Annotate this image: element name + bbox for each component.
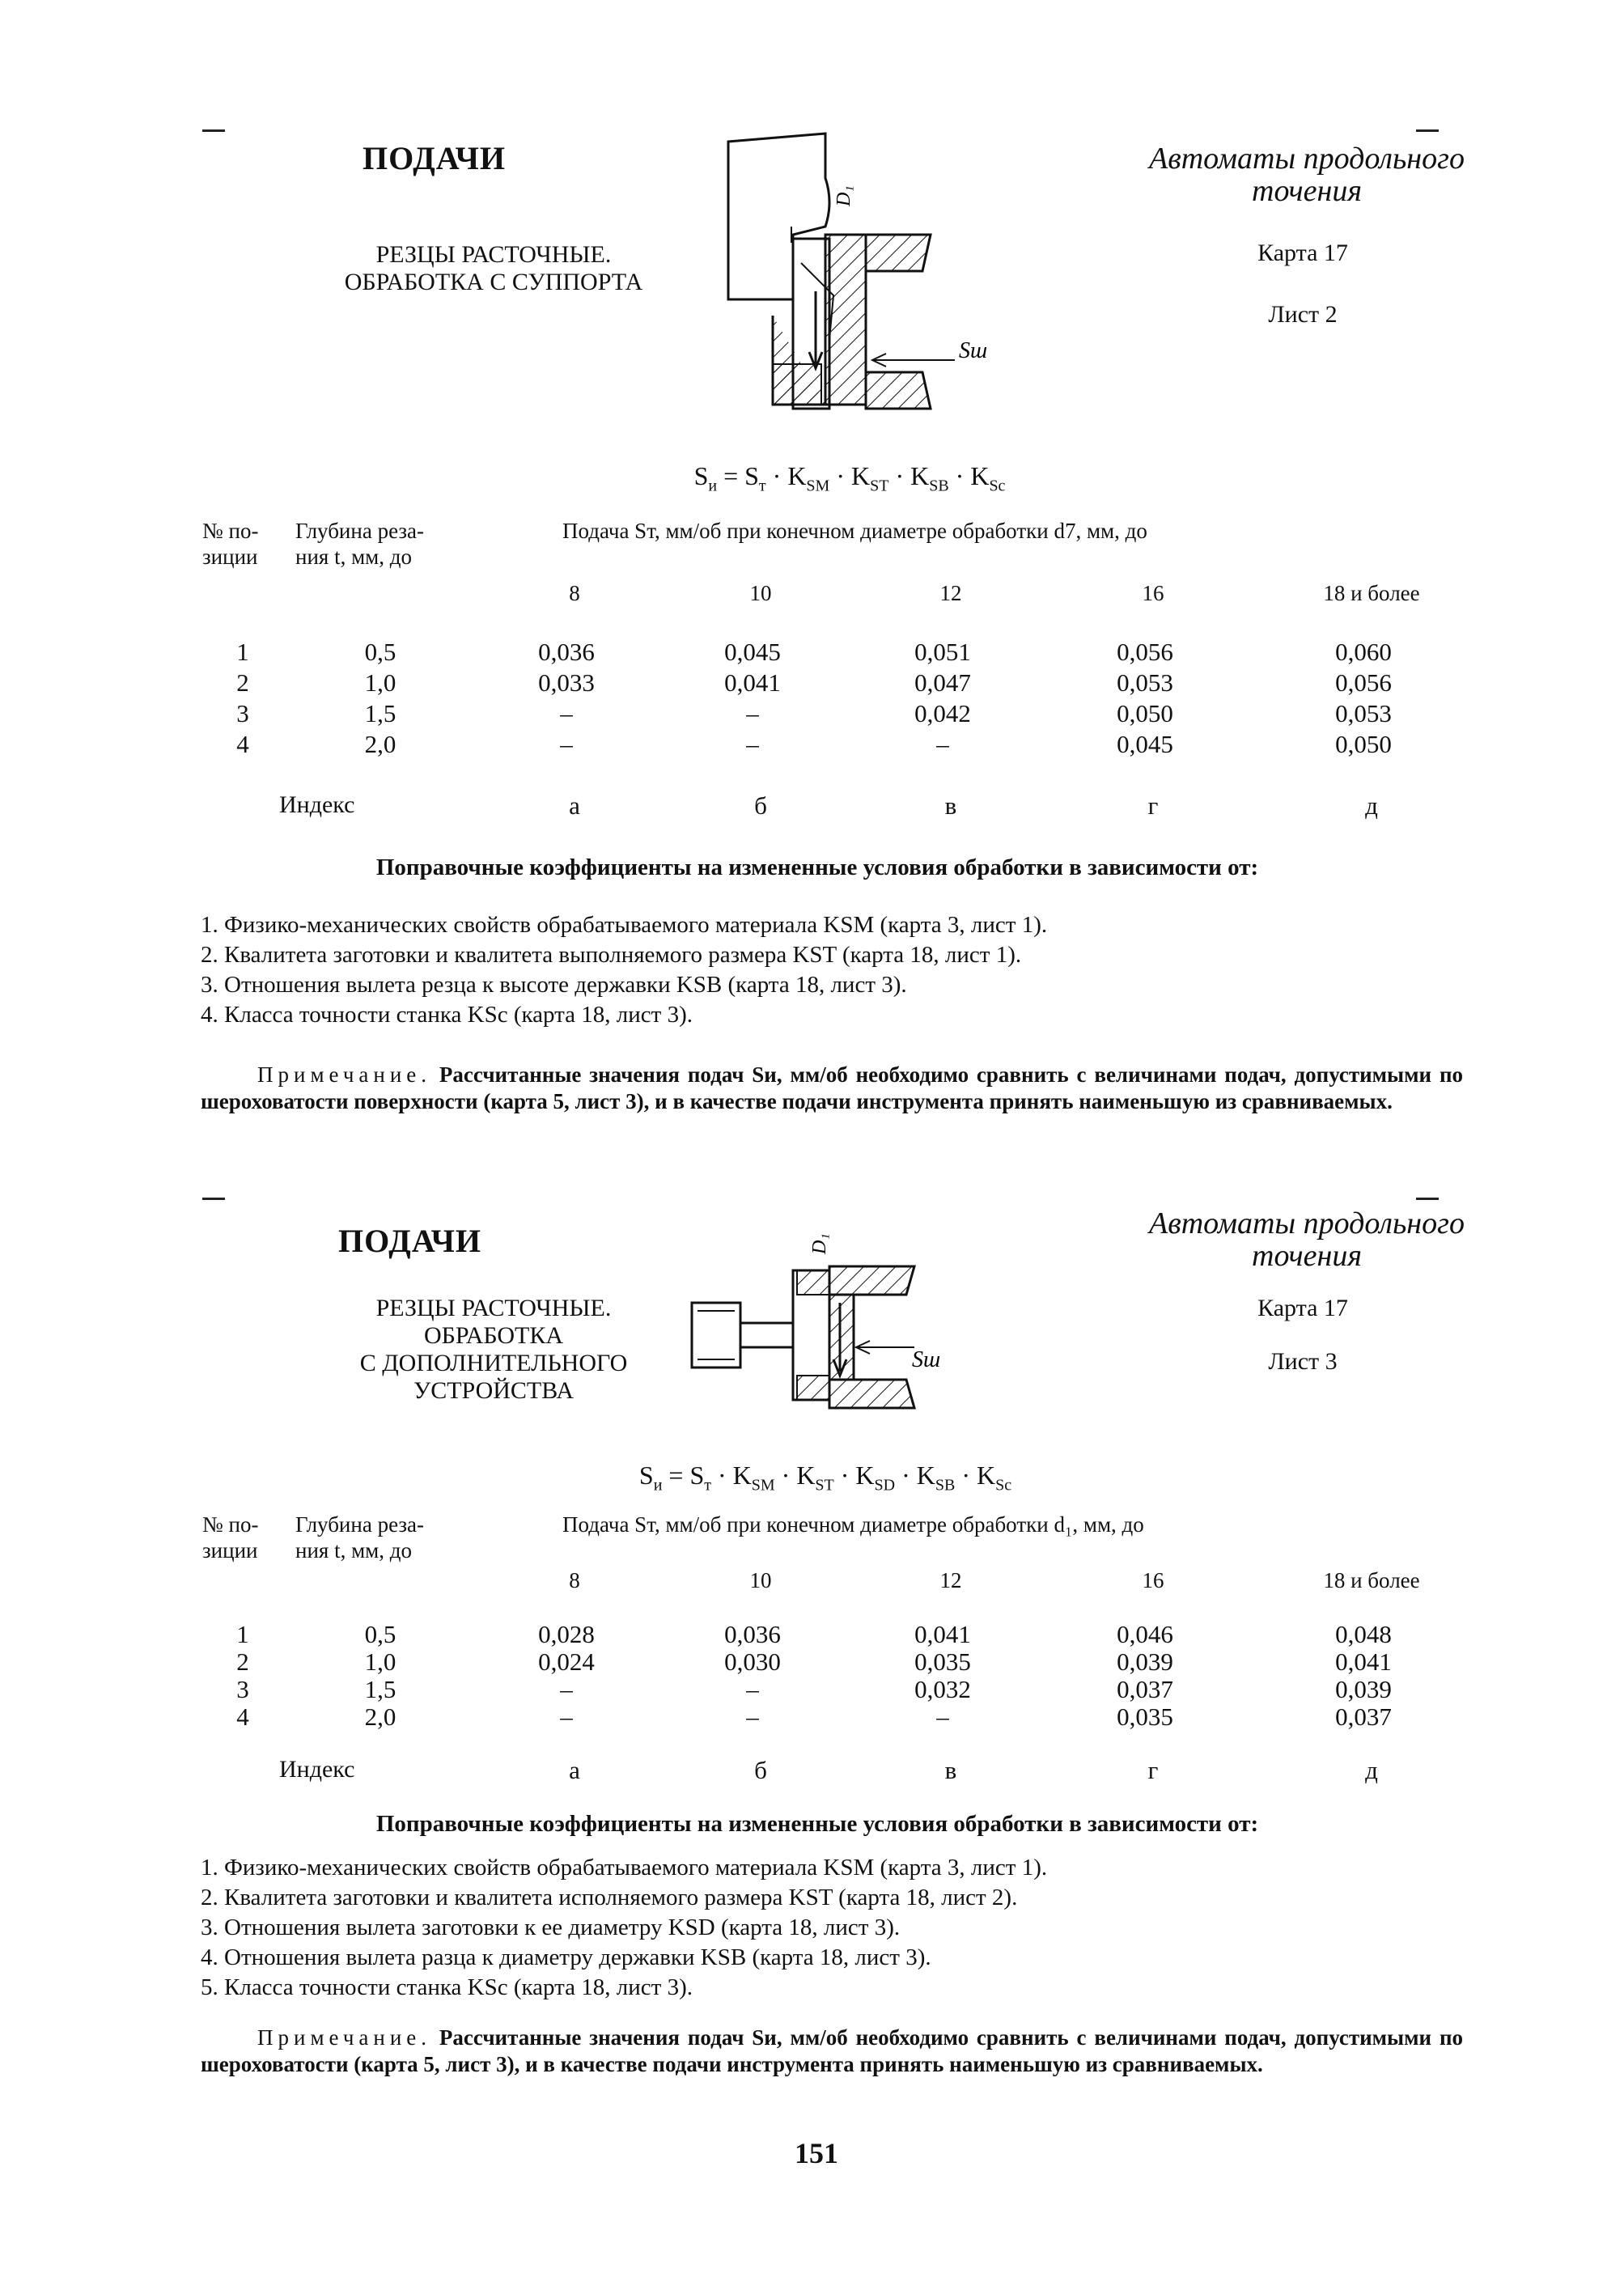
index-value: а xyxy=(569,791,580,820)
diameter-header: 12 xyxy=(939,581,962,605)
diameter-header: 10 xyxy=(749,581,772,605)
page-number: 151 xyxy=(795,2137,838,2169)
machine-type: Автоматы продольного точения xyxy=(1149,1206,1465,1273)
position-cell: 2 xyxy=(236,668,249,697)
card-number: Карта 17 xyxy=(1257,240,1348,266)
feed-cell: – xyxy=(560,730,573,758)
depth-cell: 2,0 xyxy=(364,1702,396,1731)
feed-cell: 0,056 xyxy=(1117,638,1173,666)
feed-label: Sш xyxy=(959,338,988,363)
diameter-header: 16 xyxy=(1142,581,1164,605)
feed-cell: 0,041 xyxy=(914,1620,971,1648)
feed-cell: 0,037 xyxy=(1335,1702,1392,1731)
depth-cell: 1,0 xyxy=(364,1647,396,1676)
diameter-header: 12 xyxy=(939,1568,962,1592)
index-label: Индекс xyxy=(279,1756,355,1783)
corner-mark xyxy=(1416,129,1439,132)
feed-cell: 0,037 xyxy=(1117,1675,1173,1703)
index-value: б xyxy=(754,791,767,820)
corner-mark xyxy=(202,1198,225,1200)
corner-mark xyxy=(202,129,225,132)
corrections-title: Поправочные коэффициенты на измененные условия обработки в зависимости от: xyxy=(375,854,1259,880)
feed-cell: 0,050 xyxy=(1117,699,1173,727)
correction-item: 4. Отношения вылета разца к диаметру державки KSB (карта 18, лист 3). xyxy=(201,1944,931,1970)
col-feed-header: Подача Sт, мм/об при конечном диаметре обработки d₁, мм, до xyxy=(562,1512,1144,1537)
feed-cell: – xyxy=(560,699,573,727)
feed-cell: 0,035 xyxy=(1117,1702,1173,1731)
feed-cell: – xyxy=(936,730,949,758)
index-value: в xyxy=(944,1756,957,1784)
section-subtitle: РЕЗЦЫ РАСТОЧНЫЕ. ОБРАБОТКА С ДОПОЛНИТЕЛЬНОГО УСТРОЙСТВА xyxy=(359,1295,628,1404)
depth-cell: 1,0 xyxy=(364,668,396,697)
feed-cell: 0,053 xyxy=(1117,668,1173,697)
index-value: д xyxy=(1365,1756,1378,1784)
corrections-list xyxy=(201,1853,1047,2003)
depth-cell: 2,0 xyxy=(364,730,396,758)
col-position-header: № по- зиции xyxy=(202,1512,259,1563)
feed-cell: 0,035 xyxy=(914,1647,971,1676)
correction-item: 2. Квалитета заготовки и квалитета выполняемого размера KST (карта 18, лист 1). xyxy=(201,942,1022,968)
feed-cell: 0,045 xyxy=(724,638,781,666)
feed-cell: 0,047 xyxy=(914,668,971,697)
index-value: д xyxy=(1365,791,1378,820)
diameter-header: 16 xyxy=(1142,1568,1164,1592)
feed-label: Sш xyxy=(912,1347,941,1372)
index-value: г xyxy=(1147,1756,1159,1784)
diameter-header: 18 и более xyxy=(1323,1568,1420,1592)
feed-cell: 0,032 xyxy=(914,1675,971,1703)
feed-cell: 0,060 xyxy=(1335,638,1392,666)
correction-item: 3. Отношения вылета заготовки к ее диаметру KSD (карта 18, лист 3). xyxy=(201,1914,901,1940)
machine-type: Автоматы продольного точения xyxy=(1149,142,1465,208)
formula: $S_и = S_т \cdot K_{SM} \cdot K_{ST} \cdot K_{SB} \cdot K_{Sc}$ xyxy=(693,461,1006,495)
feed-cell: 0,039 xyxy=(1117,1647,1173,1676)
corrections-list xyxy=(201,910,1047,1030)
index-label: Индекс xyxy=(279,791,355,818)
correction-item: 1. Физико-механических свойств обрабатываемого материала KSM (карта 3, лист 1). xyxy=(201,912,1048,938)
correction-item: 2. Квалитета заготовки и квалитета исполняемого размера KST (карта 18, лист 2). xyxy=(201,1885,1018,1910)
section-title: ПОДАЧИ xyxy=(363,140,507,176)
col-depth-header: Глубина реза- ния t, мм, до xyxy=(295,1512,425,1563)
depth-cell: 0,5 xyxy=(364,1620,396,1648)
index-value: в xyxy=(944,791,957,820)
note-lead: Примечание. xyxy=(257,1062,432,1087)
diameter-label: D₁ xyxy=(833,185,854,206)
feed-cell: – xyxy=(746,1702,759,1731)
feed-cell: 0,053 xyxy=(1335,699,1392,727)
auxiliary-tool-diagram xyxy=(680,1210,955,1452)
correction-item: 3. Отношения вылета резца к высоте державки KSB (карта 18, лист 3). xyxy=(201,972,907,998)
position-cell: 3 xyxy=(236,699,249,727)
note-text: Рассчитанные значения подач Sи, мм/об необходимо сравнить с величинами подач, допустимыми по шероховатости поверхности (карта 5, лист 3), и в качестве подачи инструмента принять наименьшую из сравниваемых. xyxy=(201,1062,1463,1113)
sheet-number: Лист 2 xyxy=(1268,301,1338,328)
col-feed-header: Подача Sт, мм/об при конечном диаметре обработки d7, мм, до xyxy=(562,519,1147,543)
feed-cell: 0,051 xyxy=(914,638,971,666)
correction-item: 5. Класса точности станка KSc (карта 18, лист 3). xyxy=(201,1974,693,2000)
col-position-header: № по- зиции xyxy=(202,519,259,569)
feed-cell: – xyxy=(936,1702,949,1731)
feed-cell: 0,046 xyxy=(1117,1620,1173,1648)
formula: $S_и = S_т \cdot K_{SM} \cdot K_{ST} \cdot K_{SD} \cdot K_{SB} \cdot K_{Sc}$ xyxy=(638,1461,1012,1495)
feed-cell: 0,056 xyxy=(1335,668,1392,697)
section-title: ПОДАЧИ xyxy=(338,1223,482,1259)
correction-item: 1. Физико-механических свойств обрабатываемого материала KSM (карта 3, лист 1). xyxy=(201,1855,1048,1881)
depth-cell: 0,5 xyxy=(364,638,396,666)
position-cell: 3 xyxy=(236,1675,249,1703)
card-number: Карта 17 xyxy=(1257,1295,1348,1321)
feed-cell: – xyxy=(746,730,759,758)
depth-cell: 1,5 xyxy=(364,1675,396,1703)
feed-cell: 0,041 xyxy=(1335,1647,1392,1676)
position-cell: 1 xyxy=(236,1620,249,1648)
position-cell: 4 xyxy=(236,730,249,758)
diameter-header: 18 и более xyxy=(1323,581,1420,605)
feed-cell: – xyxy=(746,699,759,727)
index-value: г xyxy=(1147,791,1159,820)
position-cell: 4 xyxy=(236,1702,249,1731)
feed-cell: 0,042 xyxy=(914,699,971,727)
boring-tool-diagram xyxy=(712,129,1003,421)
feed-cell: – xyxy=(746,1675,759,1703)
feed-cell: 0,024 xyxy=(538,1647,595,1676)
feed-cell: 0,030 xyxy=(724,1647,781,1676)
note xyxy=(201,1062,1463,1115)
feed-cell: 0,048 xyxy=(1335,1620,1392,1648)
feed-cell: 0,028 xyxy=(538,1620,595,1648)
feed-cell: 0,036 xyxy=(724,1620,781,1648)
diameter-header: 8 xyxy=(569,1568,580,1592)
feed-cell: 0,050 xyxy=(1335,730,1392,758)
index-value: а xyxy=(569,1756,580,1784)
position-cell: 1 xyxy=(236,638,249,666)
feed-cell: 0,045 xyxy=(1117,730,1173,758)
note-lead: Примечание. xyxy=(257,2025,432,2050)
index-value: б xyxy=(754,1756,767,1784)
sheet-number: Лист 3 xyxy=(1268,1348,1338,1375)
correction-item: 4. Класса точности станка KSc (карта 18, лист 3). xyxy=(201,1002,693,1028)
section-subtitle: РЕЗЦЫ РАСТОЧНЫЕ. ОБРАБОТКА С СУППОРТА xyxy=(344,241,643,295)
note-text: Рассчитанные значения подач Sи, мм/об необходимо сравнить с величинами подач, допустимыми по шероховатости (карта 5, лист 3), и в качестве подачи инструмента принять наименьшую из сравниваемых. xyxy=(201,2025,1463,2076)
corrections-title: Поправочные коэффициенты на измененные условия обработки в зависимости от: xyxy=(375,1811,1259,1837)
feed-cell: 0,039 xyxy=(1335,1675,1392,1703)
note xyxy=(201,2025,1463,2078)
diameter-header: 8 xyxy=(569,581,580,605)
diameter-header: 10 xyxy=(749,1568,772,1592)
diameter-label: D₁ xyxy=(809,1233,830,1254)
feed-cell: 0,041 xyxy=(724,668,781,697)
feed-cell: 0,033 xyxy=(538,668,595,697)
position-cell: 2 xyxy=(236,1647,249,1676)
feed-cell: – xyxy=(560,1702,573,1731)
feed-cell: 0,036 xyxy=(538,638,595,666)
depth-cell: 1,5 xyxy=(364,699,396,727)
corner-mark xyxy=(1416,1198,1439,1200)
col-depth-header: Глубина реза- ния t, мм, до xyxy=(295,519,425,569)
feed-cell: – xyxy=(560,1675,573,1703)
